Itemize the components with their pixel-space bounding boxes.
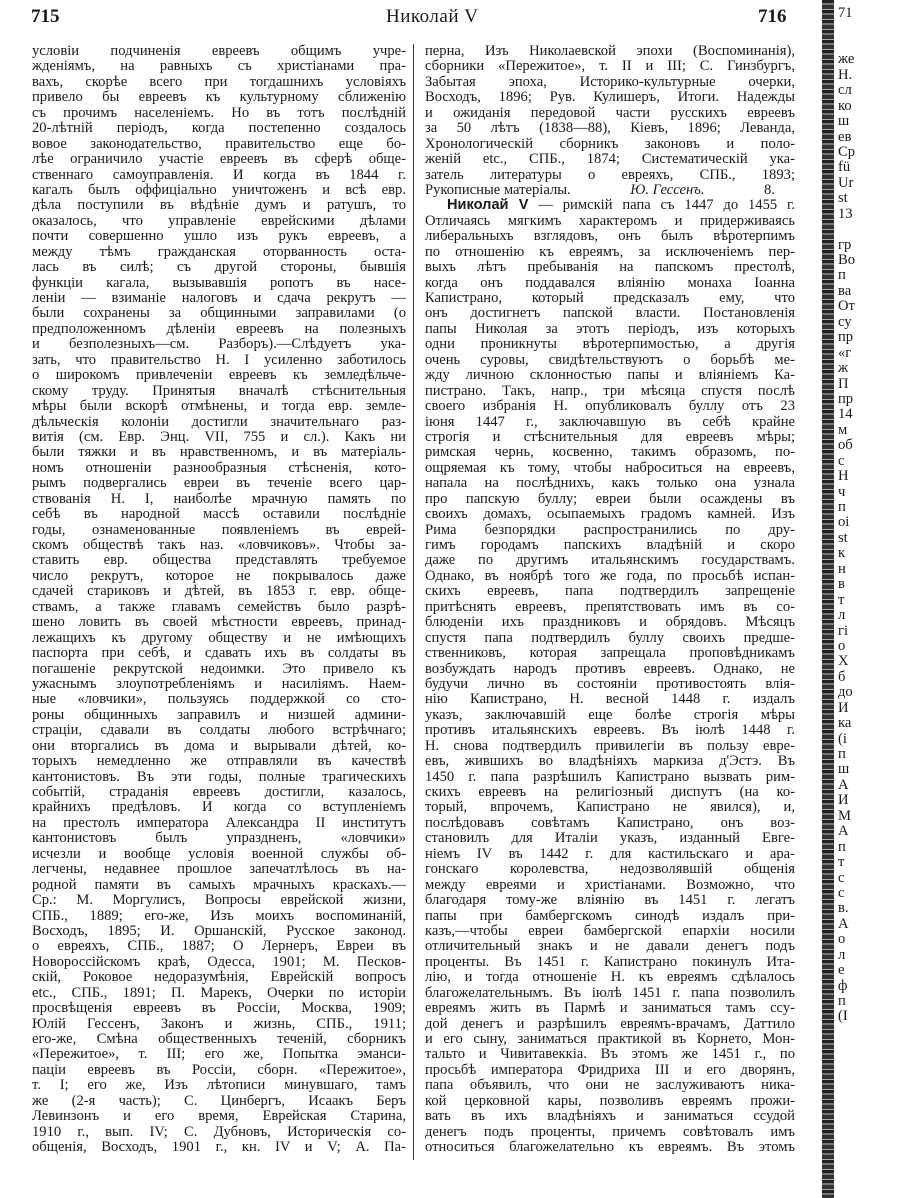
fragment-line: т [838, 592, 845, 608]
text-line: проценты. Въ 1451 г. Капистрано покинулъ Ита- [425, 953, 795, 970]
fragment-line: П [838, 376, 849, 392]
text-line: затель литературы о евреяхъ, СПБ., 1893; [425, 166, 795, 183]
text-line: погашеніе рекрутской недоимки. Это привело къ [32, 660, 406, 677]
text-line: леніи — взиманіе налоговъ и сдача рекрутъ — [32, 290, 406, 306]
text-line: функціи кагала, вызывавшія ропотъ въ насе- [32, 274, 406, 291]
text-line: лежащихъ къ другому обществу и не имѣющихъ [32, 629, 406, 646]
text-line: и ожиданія передовой части русскихъ евреевъ [425, 104, 795, 121]
left-column [32, 44, 406, 1156]
text-line: они вторгались въ дома и вырывали дѣтей, ко- [32, 737, 406, 754]
fragment-line: о [838, 638, 846, 654]
text-line: etc., СПБ., 1891; П. Марекъ, Очерки по исторіи [32, 984, 406, 1001]
fragment-line: е [838, 963, 845, 979]
text-line: число рекрутъ, которое не покрывалось даже [32, 567, 406, 584]
fragment-line: гр [838, 237, 852, 253]
text-line: выхъ лѣтъ пребыванія на папскомъ престолѣ, [425, 259, 795, 276]
fragment-line: су [838, 314, 852, 330]
text-line: кагалъ былъ оффиціально уничтоженъ и всѣ евр. [32, 181, 406, 198]
text-line: относиться благожелательно къ евреямъ. Въ этомъ [425, 1139, 795, 1156]
text-line: Восходъ, 1895; И. Оршанскій, Русское законод. [32, 922, 406, 939]
fragment-line: пр [838, 330, 854, 346]
text-line: страціи, сдавали въ солдаты любого встрѣчнаго; [32, 722, 406, 739]
text-line: Левинзонъ и его время, Еврейская Старина, [32, 1108, 406, 1125]
text-line: просвѣщенія евреевъ въ Россіи, Москва, 1909; [32, 1000, 406, 1017]
fragment-line: Во [838, 253, 856, 268]
fragment-line: в [838, 577, 845, 593]
fragment-line: ш [838, 762, 850, 778]
text-line: роны общинныхъ заправилъ и низшей админи- [32, 706, 406, 723]
text-line: ужаснымъ злоупотребленіямъ и насиліямъ. Наем- [32, 675, 406, 692]
text-line: пистрано. Такъ, напр., три мѣсяца спустя послѣ [425, 382, 795, 399]
text-line: легчены, недавнее прошлое запечатлѣлось въ на- [32, 861, 406, 878]
fragment-line: б [838, 669, 846, 685]
page-number-right: 716 [758, 6, 787, 27]
text-line: евъ, жившихъ во владѣніяхъ маркиза д'Эстэ. Въ [425, 753, 795, 770]
text-line: 20-лѣтній періодъ, когда постепенно создалось [32, 120, 406, 137]
text-line: будучи лично въ состояніи противостоять влія- [425, 675, 795, 692]
fragment-line: к [838, 546, 846, 562]
text-line: паціи евреевъ въ Россіи, сборн. «Пережитое», [32, 1061, 406, 1078]
fragment-line: м [838, 422, 848, 438]
text-line: паспорта при себѣ, и сдавать ихъ въ солдаты въ [32, 645, 406, 662]
text-line: указъ, заключавшій еще болѣе строгія мѣры [425, 706, 795, 723]
text-line: гонскаго королевства, недозволявшій общенія [425, 861, 795, 878]
article-definition: — римскій папа съ 1447 до 1455 г. [538, 197, 795, 214]
text-line: жду личною склонностью папы и вліяніемъ Ка- [425, 367, 795, 384]
text-line: спустя папа подтвердилъ буллу своихъ предше- [425, 629, 795, 646]
text-line: зать, что правительство Н. I усиленно заботилось [32, 351, 406, 368]
text-line: лію, и тогда отношеніе Н. къ евреямъ сдѣлалось [425, 969, 795, 986]
fragment-line: ка [838, 716, 852, 732]
fragment-line [838, 222, 902, 237]
text-line: номъ отношеніи разнообразныя стѣсненія, кото- [32, 459, 406, 476]
text-line: вать въ ихъ владѣніяхъ и заниматься ссудой [425, 1108, 795, 1125]
scan-page-edge [822, 0, 834, 1198]
text-line: вахъ, скорѣе всего при тогдашнихъ условіяхъ [32, 73, 406, 90]
text-line: про папскую буллу; евреи были осаждены въ [425, 490, 795, 507]
text-line: 1450 г. папа разрѣшилъ Капистрано вызвать рим- [425, 768, 795, 785]
text-line: скій, Роковое недоразумѣнія, Еврейскій вопросъ [32, 969, 406, 986]
text-line: становилъ для Италіи указъ, изданный Евге- [425, 830, 795, 847]
entry-number: 8. [764, 181, 775, 198]
text-line: даже по другимъ итальянскимъ государствамъ. [425, 552, 795, 569]
text-line: очень суровы, свидѣтельствуютъ о борьбѣ ме- [425, 351, 795, 368]
fragment-line: А [838, 916, 849, 932]
fragment-line: fü [838, 160, 851, 176]
fragment-line: М [838, 808, 851, 824]
text-line: лась въ силѣ; съ другой стороны, бывшія [32, 259, 406, 276]
text-line: ные «ловчики», пользуясь поддержкой со сто- [32, 691, 406, 708]
fragment-line: Ср [838, 144, 856, 160]
text-line: скихъ евреевъ на религіозный диспутъ (на ко- [425, 784, 795, 800]
text-line: благожелательнымъ. Въ іюлѣ 1451 г. папа позволилъ [425, 984, 795, 1001]
text-line: одни проникнуты вѣротерпимостью, а другія [425, 336, 795, 353]
text-line: Рима безпорядки распространились по дру- [425, 521, 795, 538]
text-line: евреямъ жить въ Пармѣ и заниматься тамъ ссу- [425, 1000, 795, 1017]
fragment-line: Н. [838, 67, 853, 83]
fragment-line: об [838, 438, 853, 454]
fragment-line: с [838, 885, 845, 901]
fragment-line: ев [838, 129, 852, 145]
fragment-line: л [838, 608, 846, 624]
text-line: жденіямъ, на равныхъ съ христіанами пра- [32, 58, 406, 75]
text-line: блюденіи ихъ праздниковъ и обрядовъ. Мѣсяцъ [425, 614, 795, 631]
text-line: родной памяти въ самыхъ мрачныхъ краскахъ.— [32, 876, 406, 893]
text-line: между тѣмъ гражданская оторванность оста- [32, 243, 406, 260]
text-line: его-же, Смѣна общественныхъ теченій, сборникъ [32, 1031, 406, 1047]
fragment-line: пр [838, 391, 854, 407]
running-title: Николай V [386, 6, 479, 27]
text-line: ственнаго самоуправленія. И когда въ 1844 г. [32, 166, 406, 183]
article-term: Николай V [447, 197, 529, 214]
text-line: СПБ., 1889; его-же, Изъ моихъ воспоминаній, [32, 907, 406, 924]
fragment-line: н [838, 561, 846, 577]
text-line: общенія, Восходъ, 1901 г., кн. IV и V; А. Па- [32, 1139, 406, 1156]
text-line: условіи подчиненія евреевъ общимъ учре- [32, 43, 406, 59]
fragment-line: (І [838, 1009, 848, 1025]
fragment-line: л [838, 947, 846, 963]
text-line: папы Николая за этотъ періодъ, изъ которыхъ [425, 320, 795, 337]
text-line: женій etc., СПБ., 1874; Систематическій ука- [425, 151, 795, 168]
fragment-line: т [838, 855, 845, 871]
text-line: благодаря тому-же вліянію въ 1451 г. легатъ [425, 892, 795, 909]
text-line: по отношенію къ евреямъ, за исключеніемъ пер- [425, 243, 795, 260]
text-line: вовое законодательство, правительство еще бо- [32, 135, 406, 152]
text-line: мѣры были вскорѣ отмѣнены, и тогда евр. земле- [32, 398, 406, 415]
author-signature: Ю. Гессенъ. [630, 181, 705, 198]
text-line: кой церковной кары, позволивъ евреямъ прожи- [425, 1092, 795, 1109]
text-line: ственниковъ, которая запрещала проповѣдникамъ [425, 645, 795, 662]
column-divider [413, 44, 414, 1160]
text-line: кантонистовъ. Въ эти годы, полные трагическихъ [32, 768, 406, 785]
fragment-line [838, 21, 902, 36]
fragment-line: А [838, 824, 849, 840]
fragment-line: 13 [838, 206, 853, 222]
text-line: и его сыну, заниматься практикой въ Корнето, Мон- [425, 1031, 795, 1047]
text-line: Однако, въ ноябрѣ того же года, по просьбѣ испан- [425, 567, 795, 584]
text-line: кантонистовъ былъ упраздненъ, «ловчики» [32, 830, 406, 847]
signature-line [425, 183, 795, 198]
text-line: рымъ подвергались евреи въ теченіе всего цар- [32, 475, 406, 492]
text-line: ствованія Н. I, наиболѣе мрачную память по [32, 490, 406, 507]
text-line: просьбѣ императора Фридриха III и его дворянъ, [425, 1061, 795, 1078]
fragment-line: п [838, 268, 846, 284]
fragment-line: ф [838, 978, 848, 994]
fragment-line: с [838, 870, 845, 886]
fragment-line: гі [838, 623, 849, 639]
fragment-line: ж [838, 361, 849, 377]
fragment-line: ш [838, 114, 850, 130]
text-line: послѣдовавъ совѣтамъ Капистрано, онъ воз- [425, 814, 795, 831]
fragment-line: п [838, 747, 846, 762]
text-line: за 50 лѣтъ (1838—88), Кіевъ, 1896; Леванда, [425, 120, 795, 137]
text-line: скому труду. Принятыя вначалѣ стѣснительныя [32, 382, 406, 399]
text-line: скихъ евреевъ, папа подтвердилъ запрещеніе [425, 583, 795, 600]
text-line: скомъ обществѣ такъ наз. «ловчиковъ». Чтобы за- [32, 537, 406, 553]
fragment-line [838, 37, 902, 52]
fragment-line: о [838, 932, 846, 948]
text-line: на престолъ императора Александра II институтъ [32, 814, 406, 831]
text-line: іюня 1447 г., заключавшую въ себѣ крайне [425, 413, 795, 430]
text-line: ніемъ IV въ 1442 г. для кастильскаго и ара- [425, 845, 795, 862]
fragment-line: И [838, 793, 849, 809]
text-line: дой денегъ и разрѣшилъ евреямъ-врачамъ, Даттило [425, 1015, 795, 1032]
text-line: противъ итальянскихъ евреевъ. Въ іюлѣ 1448 г. [425, 722, 795, 739]
text-line: напала на послѣднихъ, какъ только она узнала [425, 475, 795, 492]
text-line: Отличаясь мягкимъ характеромъ и придерживаясь [425, 212, 795, 229]
text-line: Капистрано, который предсказалъ ему, что [425, 290, 795, 306]
text-line: сборники «Пережитое», т. II и III; С. Гинзбургъ, [425, 58, 795, 75]
text-line: Забытая эпоха, Историко-культурные очерки, [425, 73, 795, 90]
fragment-line: сл [838, 83, 852, 99]
text-line: своихъ домахъ, осыпаемыхъ градомъ камней. Изъ [425, 506, 795, 523]
text-line: когда онъ поддавался вліянію монаха Іоанна [425, 274, 795, 291]
text-line: дѣла поступили въ вѣдѣніе думъ и ратушъ, то [32, 197, 406, 214]
text-line: между евреями и христіанами. Возможно, что [425, 876, 795, 893]
text-line: Ср.: М. Моргулисъ, Вопросы еврейской жизни, [32, 892, 406, 909]
fragment-line: Х [838, 654, 849, 670]
fragment-line: оі [838, 515, 850, 531]
text-line: ствамъ, а также главамъ семействъ было разрѣ- [32, 598, 406, 615]
fragment-line: ч [838, 484, 846, 500]
text-line: годы, ознаменованные появленіемъ въ еврей- [32, 521, 406, 538]
text-line: онъ достигнетъ папской власти. Постановленія [425, 305, 795, 322]
text-line: ставить евр. общества представлять требуемое [32, 552, 406, 569]
text-line: оказалось, что управленіе еврейскими дѣлами [32, 212, 406, 229]
text-line: привело бы евреевъ къ культурному сближенію [32, 89, 406, 106]
page-number-left: 715 [31, 6, 60, 27]
text-line: торый, впрочемъ, Капистрано не явился), и, [425, 799, 795, 816]
text-line: себѣ въ народной массѣ оставили послѣдніе [32, 506, 406, 523]
text-line: торыхъ немедленно же отправляли въ качествѣ [32, 753, 406, 770]
text-line: тальто и Чивитавеккіа. Въ этомъ же 1451 г., по [425, 1046, 795, 1063]
fragment-line: в. [838, 901, 849, 917]
text-line: витія (см. Евр. Энц. VII, 755 и сл.). Какъ ни [32, 428, 406, 445]
text-line: лѣе ограничило участіе евреевъ въ сферѣ обще- [32, 151, 406, 168]
fragment-line: п [838, 994, 846, 1009]
fragment-line: Н [838, 469, 849, 485]
text-line: о широкомъ привлеченіи евреевъ къ земледѣльче- [32, 367, 406, 384]
text-line: были сохранены за общинными заправилами (о [32, 305, 406, 322]
text-line: о евреяхъ, СПБ., 1887; О Лернеръ, Евреи въ [32, 938, 406, 955]
text-line: денегъ подъ проценты, причемъ совѣтовалъ имъ [425, 1123, 795, 1140]
fragment-line: ва [838, 283, 852, 299]
text-line: Новороссійскомъ краѣ, Одесса, 1901; М. Песков- [32, 953, 406, 970]
fragment-line: От [838, 299, 855, 315]
text-line: гимъ городамъ папскихъ владѣній и скоро [425, 537, 795, 553]
text-line: «Пережитое», т. III; его же, Попытка эманси- [32, 1046, 406, 1063]
text-line: казъ,—чтобы евреи бамбергской епархіи носили [425, 922, 795, 939]
text-line: и безполезныхъ—см. Разборъ).—Слѣдуетъ ука- [32, 336, 406, 353]
right-column [425, 44, 795, 1156]
text-line: отличительный знакъ и не давали денегъ подъ [425, 938, 795, 955]
fragment-line: с [838, 453, 845, 469]
text-line: либеральныхъ взглядовъ, онъ былъ вѣротерпимъ [425, 228, 795, 245]
text-line: возбуждать народъ противъ евреевъ. Однако, не [425, 660, 795, 677]
text-line: ощряемая къ тому, чтобы наброситься на евреевъ, [425, 459, 795, 476]
next-page-fragment [838, 6, 902, 1025]
text-line: папы при бамбергскомъ синодѣ издалъ при- [425, 907, 795, 924]
text-line: шено ловить въ своей мѣстности евреевъ, принад- [32, 614, 406, 631]
text-line: Восходъ, 1896; Рув. Кулишеръ, Итоги. Надежды [425, 89, 795, 106]
text-line: перна, Изъ Николаевской эпохи (Воспоминанія), [425, 43, 795, 59]
text-line: своего избранія Н. опубликовалъ буллу отъ 23 [425, 398, 795, 415]
text-line: были тяжки и въ нравственномъ, и въ матеріаль- [32, 444, 406, 461]
fragment-line: п [838, 839, 846, 855]
text-line: почти совершенно ушло изъ рукъ евреевъ, а [32, 228, 406, 245]
text-line: крайнихъ предѣловъ. И когда со вступленіемъ [32, 799, 406, 816]
text-line: дѣльческія колоніи достигли значительнаго раз- [32, 413, 406, 430]
text-line: событій, страданія евреевъ достигли, казалось, [32, 784, 406, 800]
text-line: Н. снова подтвердилъ привилегіи въ пользу евре- [425, 737, 795, 754]
text-line: папа объявилъ, что они не заслуживаютъ ника- [425, 1077, 795, 1094]
fragment-line: «г [838, 345, 852, 361]
fragment-line: же [838, 52, 855, 68]
text-line: же (2-я часть); С. Цинбергъ, Исаакъ Беръ [32, 1092, 406, 1109]
text-line: Хронологическій сборникъ законовъ и поло- [425, 135, 795, 152]
text-line: римская чернь, косвенно, такимъ образомъ, по- [425, 444, 795, 461]
fragment-line: st [838, 191, 848, 207]
signature-text: Рукописные матеріалы. [425, 181, 571, 198]
fragment-line: 71 [838, 6, 853, 21]
fragment-line: п [838, 500, 846, 515]
text-line: строгія и стѣснительныя для евреевъ мѣры; [425, 428, 795, 445]
fragment-line: 14 [838, 407, 853, 423]
text-line: т. I; его же, Изъ лѣтописи минувшаго, тамъ [32, 1077, 406, 1094]
text-line: 1910 г., вып. IV; С. Дубновъ, Историческія со- [32, 1123, 406, 1140]
fragment-line: st [838, 530, 848, 546]
text-line: нію Капистрано, Н. весной 1448 г. издалъ [425, 691, 795, 708]
fragment-line: ко [838, 98, 852, 114]
fragment-line: А [838, 777, 849, 793]
text-line: исчезли и вообще условія военной службы об- [32, 845, 406, 862]
fragment-line: до [838, 685, 853, 701]
text-line: Юлій Гессенъ, Законъ и жизнь, СПБ., 1911; [32, 1015, 406, 1032]
text-line: притѣснять евреевъ, препятствовать имъ въ со- [425, 598, 795, 615]
article-heading [425, 198, 795, 213]
fragment-line: Ur [838, 175, 854, 191]
text-line: предположенномъ дѣленіи евреевъ на полезныхъ [32, 320, 406, 337]
text-line: сдачей стариковъ и дѣтей, въ 1853 г. евр. обще- [32, 583, 406, 600]
fragment-line: (і [838, 731, 847, 747]
text-line: съ прочимъ населеніемъ. Но въ тотъ послѣдній [32, 104, 406, 121]
fragment-line: И [838, 700, 849, 716]
